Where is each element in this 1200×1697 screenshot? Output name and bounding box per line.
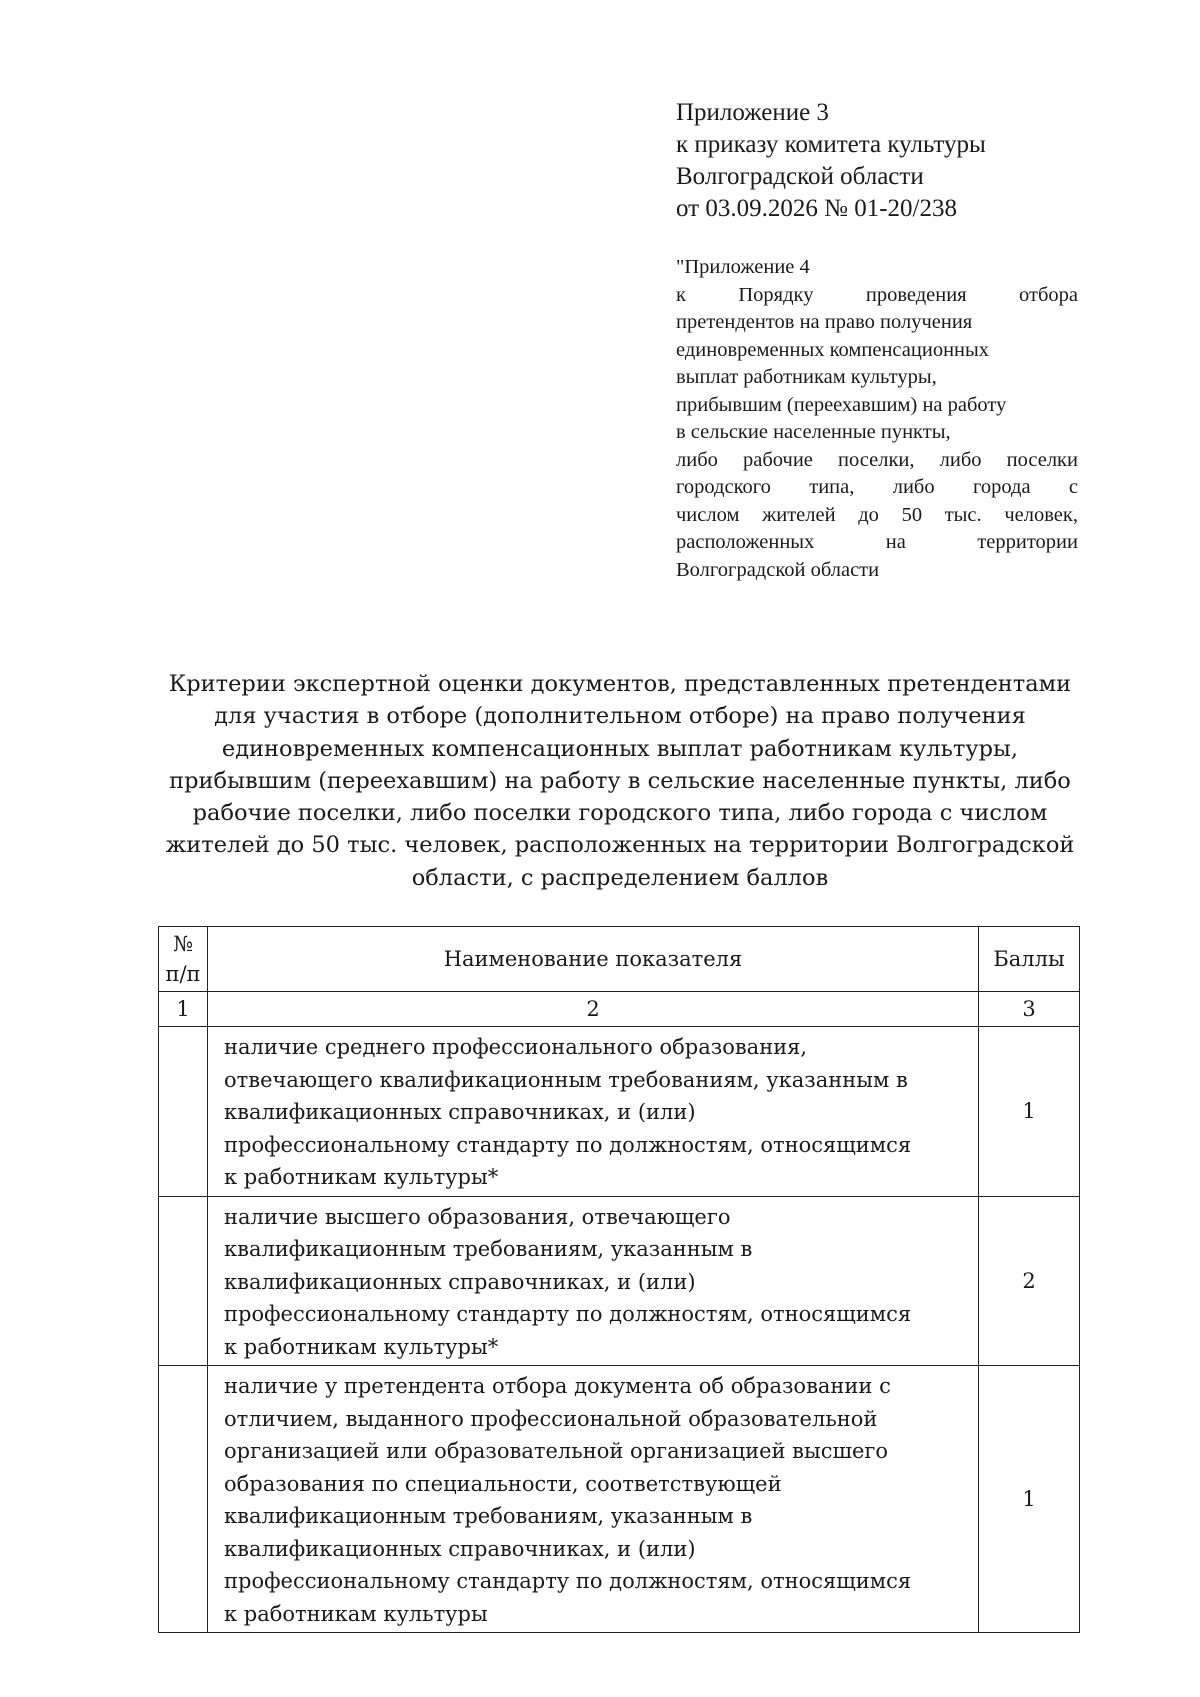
- table-row: [159, 1366, 1080, 1633]
- appendix-4-line-justified: [676, 282, 1078, 310]
- word: типа,: [809, 476, 855, 498]
- appendix-4-line: выплат работникам культуры,: [676, 366, 937, 388]
- word: отбора: [1019, 283, 1078, 306]
- index-cell: 1: [159, 992, 208, 1027]
- row-name-cell: [208, 1027, 979, 1197]
- index-cell: 2: [208, 992, 979, 1027]
- header-number-abbr: п/п: [165, 962, 201, 986]
- word: жителей: [762, 503, 836, 526]
- appendix-3-block: [676, 97, 1116, 225]
- row-name-line: квалификационных справочниках, и (или): [224, 1269, 696, 1294]
- word: Порядку: [738, 283, 814, 306]
- criteria-table: [158, 926, 1080, 1633]
- row-number-cell: [159, 1196, 208, 1366]
- row-name-cell: [208, 1366, 979, 1633]
- row-name-line: профессиональному стандарту по должностям, относящимся: [224, 1132, 912, 1157]
- title-line: области, с распределением баллов: [411, 864, 829, 891]
- appendix-3-line: к приказу комитета культуры: [676, 131, 986, 158]
- word: рабочие: [743, 448, 813, 471]
- row-points-cell: 1: [979, 1027, 1080, 1197]
- row-name-line: к работникам культуры*: [224, 1165, 499, 1189]
- word: проведения: [865, 283, 967, 306]
- row-name-line: наличие у претендента отбора документа об образовании с: [224, 1374, 891, 1398]
- document-title: [140, 668, 1100, 894]
- word: с: [1068, 476, 1078, 498]
- table-row: [159, 1196, 1080, 1366]
- title-line: для участия в отборе (дополнительном отборе) на право получения: [214, 703, 1026, 730]
- header-points-cell: Баллы: [979, 927, 1080, 992]
- row-name-cell: [208, 1196, 979, 1366]
- title-line: рабочие поселки, либо поселки городского типа, либо города с числом: [192, 800, 1048, 827]
- word: поселки,: [838, 448, 915, 471]
- word: либо: [892, 476, 935, 498]
- row-name-line: профессиональному стандарту по должностям, относящимся: [224, 1569, 912, 1593]
- appendix-3-line: от 03.09.2026 № 01-20/238: [676, 195, 957, 222]
- appendix-4-line-justified: [676, 502, 1078, 530]
- row-name-line: отвечающего квалификационным требованиям, указанным в: [224, 1067, 908, 1092]
- word: к: [676, 283, 686, 306]
- row-points-cell: 1: [979, 1366, 1080, 1633]
- title-line: жителей до 50 тыс. человек, расположенных на территории Волгоградской: [165, 832, 1075, 859]
- word: расположенных: [676, 531, 815, 553]
- appendix-4-block: [676, 254, 1078, 584]
- title-line: Критерии экспертной оценки документов, представленных претендентами: [168, 671, 1072, 697]
- appendix-3-line: Приложение 3: [676, 99, 829, 126]
- row-points-cell: 2: [979, 1196, 1080, 1366]
- table-index-row: [159, 992, 1080, 1027]
- index-cell: 3: [979, 992, 1080, 1027]
- row-name-line: наличие высшего образования, отвечающего: [224, 1204, 731, 1229]
- appendix-4-line-justified: [676, 474, 1078, 502]
- word: 50: [901, 503, 923, 526]
- appendix-4-line: "Приложение 4: [676, 256, 810, 278]
- appendix-4-line: Волгоградской области: [676, 558, 880, 581]
- row-name-line: к работникам культуры: [224, 1601, 488, 1626]
- header-number-symbol: №: [173, 932, 193, 956]
- appendix-4-line: прибывшим (переехавшим) на работу: [676, 393, 1007, 416]
- row-number-cell: [159, 1027, 208, 1197]
- word: городского: [676, 476, 771, 498]
- title-line: прибывшим (переехавшим) на работу в сельские населенные пункты, либо: [169, 767, 1071, 794]
- row-name-line: образования по специальности, соответствующей: [224, 1471, 782, 1496]
- word: либо: [676, 448, 718, 471]
- appendix-4-line: единовременных компенсационных: [676, 338, 990, 361]
- header-name-cell: Наименование показателя: [208, 927, 979, 992]
- row-name-line: отличием, выданного профессиональной образовательной: [224, 1406, 878, 1431]
- table-header-row: [159, 927, 1080, 992]
- row-name-line: квалификационным требованиям, указанным в: [224, 1237, 753, 1261]
- word: либо: [939, 448, 982, 471]
- header-number-cell: [159, 927, 208, 992]
- row-name-line: профессиональному стандарту по должностям, относящимся: [224, 1302, 912, 1326]
- word: человек,: [1004, 503, 1078, 526]
- row-name-line: квалификационным требованиям, указанным в: [224, 1504, 753, 1528]
- word: на: [885, 531, 906, 553]
- appendix-3-line: Волгоградской области: [676, 163, 924, 190]
- word: города: [972, 476, 1031, 498]
- word: поселки: [1006, 448, 1078, 471]
- row-name-line: квалификационных справочниках, и (или): [224, 1100, 696, 1124]
- table-row: [159, 1027, 1080, 1197]
- word: тыс.: [944, 503, 982, 526]
- appendix-4-line: претендентов на право получения: [676, 311, 973, 333]
- appendix-4-line: в сельские населенные пункты,: [676, 421, 951, 443]
- row-name-line: квалификационных справочниках, и (или): [224, 1536, 696, 1561]
- word: числом: [676, 503, 740, 526]
- title-line: единовременных компенсационных выплат работникам культуры,: [221, 735, 1019, 762]
- word: территории: [977, 531, 1078, 553]
- word: до: [858, 503, 879, 526]
- row-name-line: наличие среднего профессионального образования,: [224, 1035, 808, 1059]
- row-number-cell: [159, 1366, 208, 1633]
- appendix-4-line-justified: [676, 447, 1078, 475]
- row-name-line: организацией или образовательной организацией высшего: [224, 1439, 889, 1463]
- row-name-line: к работникам культуры*: [224, 1334, 499, 1359]
- appendix-4-line-justified: [676, 529, 1078, 557]
